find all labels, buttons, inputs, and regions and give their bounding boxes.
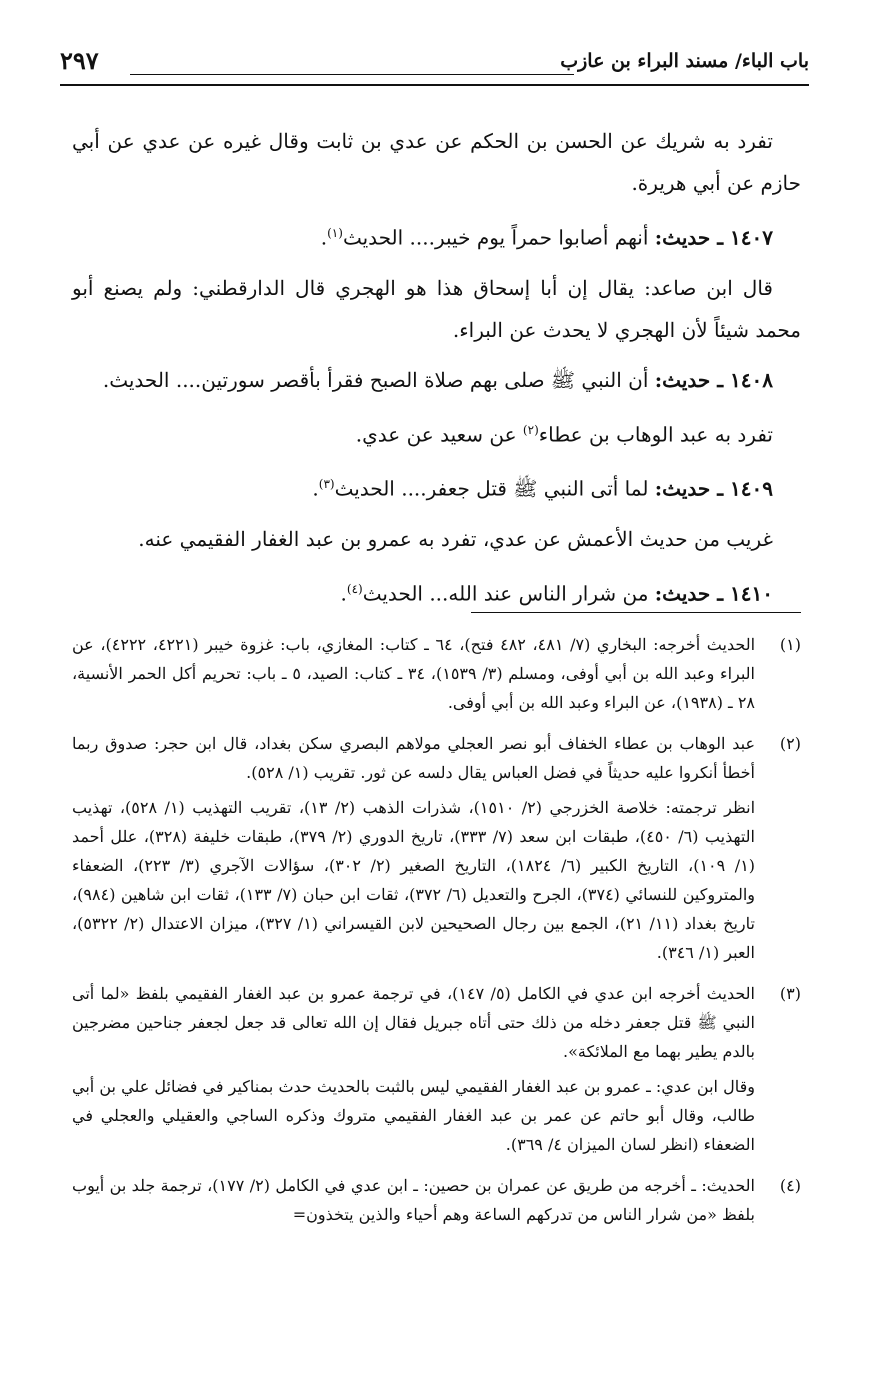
- paragraph: قال ابن صاعد: يقال إن أبا إسحاق هذا هو الهجري قال الدارقطني: ولم يصنع أبو محمد شيئاً لأن الهجري لا يحدث عن البراء.: [72, 275, 801, 342]
- footnote-number: (٤): [779, 1176, 801, 1195]
- footnote-text: الحديث أخرجه ابن عدي في الكامل (٥/ ١٤٧)، في ترجمة عمرو بن عبد الغفار الفقيمي بلفظ «لما أتى النبي ﷺ قتل جعفر دخله من ذلك حتى أتاه جبريل فقال إن الله تعالى قد جعل لجعفر جناحين مضرجين بالدم يطير بهما مع الملائكة».: [72, 984, 755, 1061]
- footnote-text: الحديث: ـ أخرجه من طريق عن عمران بن حصين: ـ ابن عدي في الكامل (٢/ ١٧٧)، ترجمة جلد بن أيوب بلفظ «من شرار الناس من تدركهم الساعة وهم أحياء والذين يتخذون=: [72, 1176, 755, 1224]
- footnote-ref: (٢): [522, 422, 539, 437]
- hadith-number: ١٤١٠ ـ حديث:: [654, 581, 773, 606]
- hadith-text: لما أتى النبي ﷺ قتل جعفر.... الحديث: [334, 476, 649, 501]
- paragraph: غريب من حديث الأعمش عن عدي، تفرد به عمرو بن عبد الغفار الفقيمي عنه.: [138, 526, 773, 551]
- footnote-ref: (٤): [346, 581, 363, 596]
- chapter-title: باب الباء/ مسند البراء بن عازب: [560, 50, 809, 72]
- hadith-1408: [72, 359, 801, 401]
- hadith-text: أنهم أصابوا حمراً يوم خيبر.... الحديث: [342, 225, 649, 250]
- footnote-text: وقال ابن عدي: ـ عمرو بن عبد الغفار الفقيمي ليس بالثبت بالحديث حدث بمناكير في فضائل علي بن أبي طالب، وقال أبو حاتم عن عمر بن عبد الغفار الفقيمي متروك وذكره الساجي والعقيلي والعجلي في الضعفاء (انظر لسان الميزان ٤/ ٣٦٩).: [72, 1077, 755, 1154]
- footnote-separator: [471, 612, 801, 613]
- hadith-text: أن النبي ﷺ صلى بهم صلاة الصبح فقرأ بأقصر سورتين.... الحديث.: [102, 367, 649, 392]
- paragraph: [72, 409, 801, 456]
- hadith-1407: ١٤٠٧ ـ حديث: أنهم أصابوا حمراً يوم خيبر.... الحديث$^{(١)}$.: [320, 225, 773, 250]
- hadith-number: ١٤٠٩ ـ حديث:: [654, 476, 773, 501]
- paragraph: تفرد به شريك عن الحسن بن الحكم عن عدي بن ثابت وقال غيره عن عدي عن أبي حازم عن أبي هريرة.: [72, 129, 801, 195]
- hadith-1409: ١٤٠٩ ـ حديث: لما أتى النبي ﷺ قتل جعفر.... الحديث$^{(٣)}$.: [312, 476, 773, 501]
- footnote-text: انظر ترجمته: خلاصة الخزرجي (٢/ ١٥١٠)، شذرات الذهب (٢/ ١٣)، تقريب التهذيب (١/ ٥٢٨)، تهذيب التهذيب (٦/ ٤٥٠)، طبقات ابن سعد (٧/ ٣٣٣)، تاريخ الدوري (٢/ ٣٧٩)، طبقات خليفة (٣٢٨)، علل أحمد (١/ ١٠٩)، التاريخ الكبير (٦/ ١٨٢٤)، التاريخ الصغير (٢/ ٣٠٢)، سؤالات الآجري (٣/ ٢٢٣)، الضعفاء والمتروكين للنسائي (٣٧٤)، الجرح والتعديل (٦/ ٣٧٢)، ثقات ابن حبان (٧/ ١٣٣)، ثقات ابن شاهين (٩٨٤)، تاريخ بغداد (١١/ ٢١)، الجمع بين رجال الصحيحين لابن القيسراني (١/ ٣٢٧)، ميزان الاعتدال (٢/ ٥٣٢٢)، العبر (١/ ٣٤٦).: [72, 798, 756, 962]
- footnote-text: عبد الوهاب بن عطاء الخفاف أبو نصر العجلي مولاهم البصري سكن بغداد، قال ابن حجر: صدوق ربما أخطأ أنكروا عليه حديثاً في فضل العباس يقال دلسه عن ثور. تقريب (١/ ٥٢٨).: [72, 734, 755, 782]
- footnote-number: (٣): [779, 984, 801, 1003]
- footnote-3: [72, 979, 801, 1165]
- footnote-1: [72, 630, 801, 723]
- footnote-ref: (١): [327, 226, 343, 240]
- footnote-number: (١): [779, 635, 801, 654]
- page-number: ٢٩٧: [60, 46, 99, 75]
- header-bottom-rule: [60, 84, 809, 86]
- footnote-text: الحديث أخرجه: البخاري (٧/ ٤٨١، ٤٨٢ فتح)، ٦٤ ـ كتاب: المغازي، باب: غزوة خيبر (٤٢٢١، ٤٢٢٢)، عن البراء وعبد الله بن أبي أوفى، ومسلم (٣/ ١٥٣٩)، ٣٤ ـ كتاب: الصيد، ٥ ـ باب: تحريم أكل الحمر الأنسية، ٢٨ ـ (١٩٣٨)، عن البراء وعبد الله بن أبي أوفى.: [72, 635, 756, 712]
- footnotes: [72, 630, 801, 1241]
- header-rule: [130, 74, 574, 75]
- text-span: تفرد به عبد الوهاب بن عطاء: [538, 422, 773, 447]
- footnote-number: (٢): [779, 734, 801, 753]
- hadith-number: ١٤٠٧ ـ حديث:: [654, 225, 773, 250]
- main-text: [72, 120, 801, 623]
- hadith-number: ١٤٠٨ ـ حديث:: [654, 367, 773, 392]
- footnote-4: [72, 1171, 801, 1235]
- hadith-text: من شرار الناس عند الله... الحديث: [362, 581, 649, 606]
- footnote-2: [72, 729, 801, 973]
- hadith-1410: ١٤١٠ ـ حديث: من شرار الناس عند الله... الحديث$^{(٤)}$.: [340, 581, 773, 606]
- running-header: [60, 44, 809, 84]
- text-span: عن سعيد عن عدي.: [355, 422, 517, 447]
- footnote-ref: (٣): [318, 477, 335, 492]
